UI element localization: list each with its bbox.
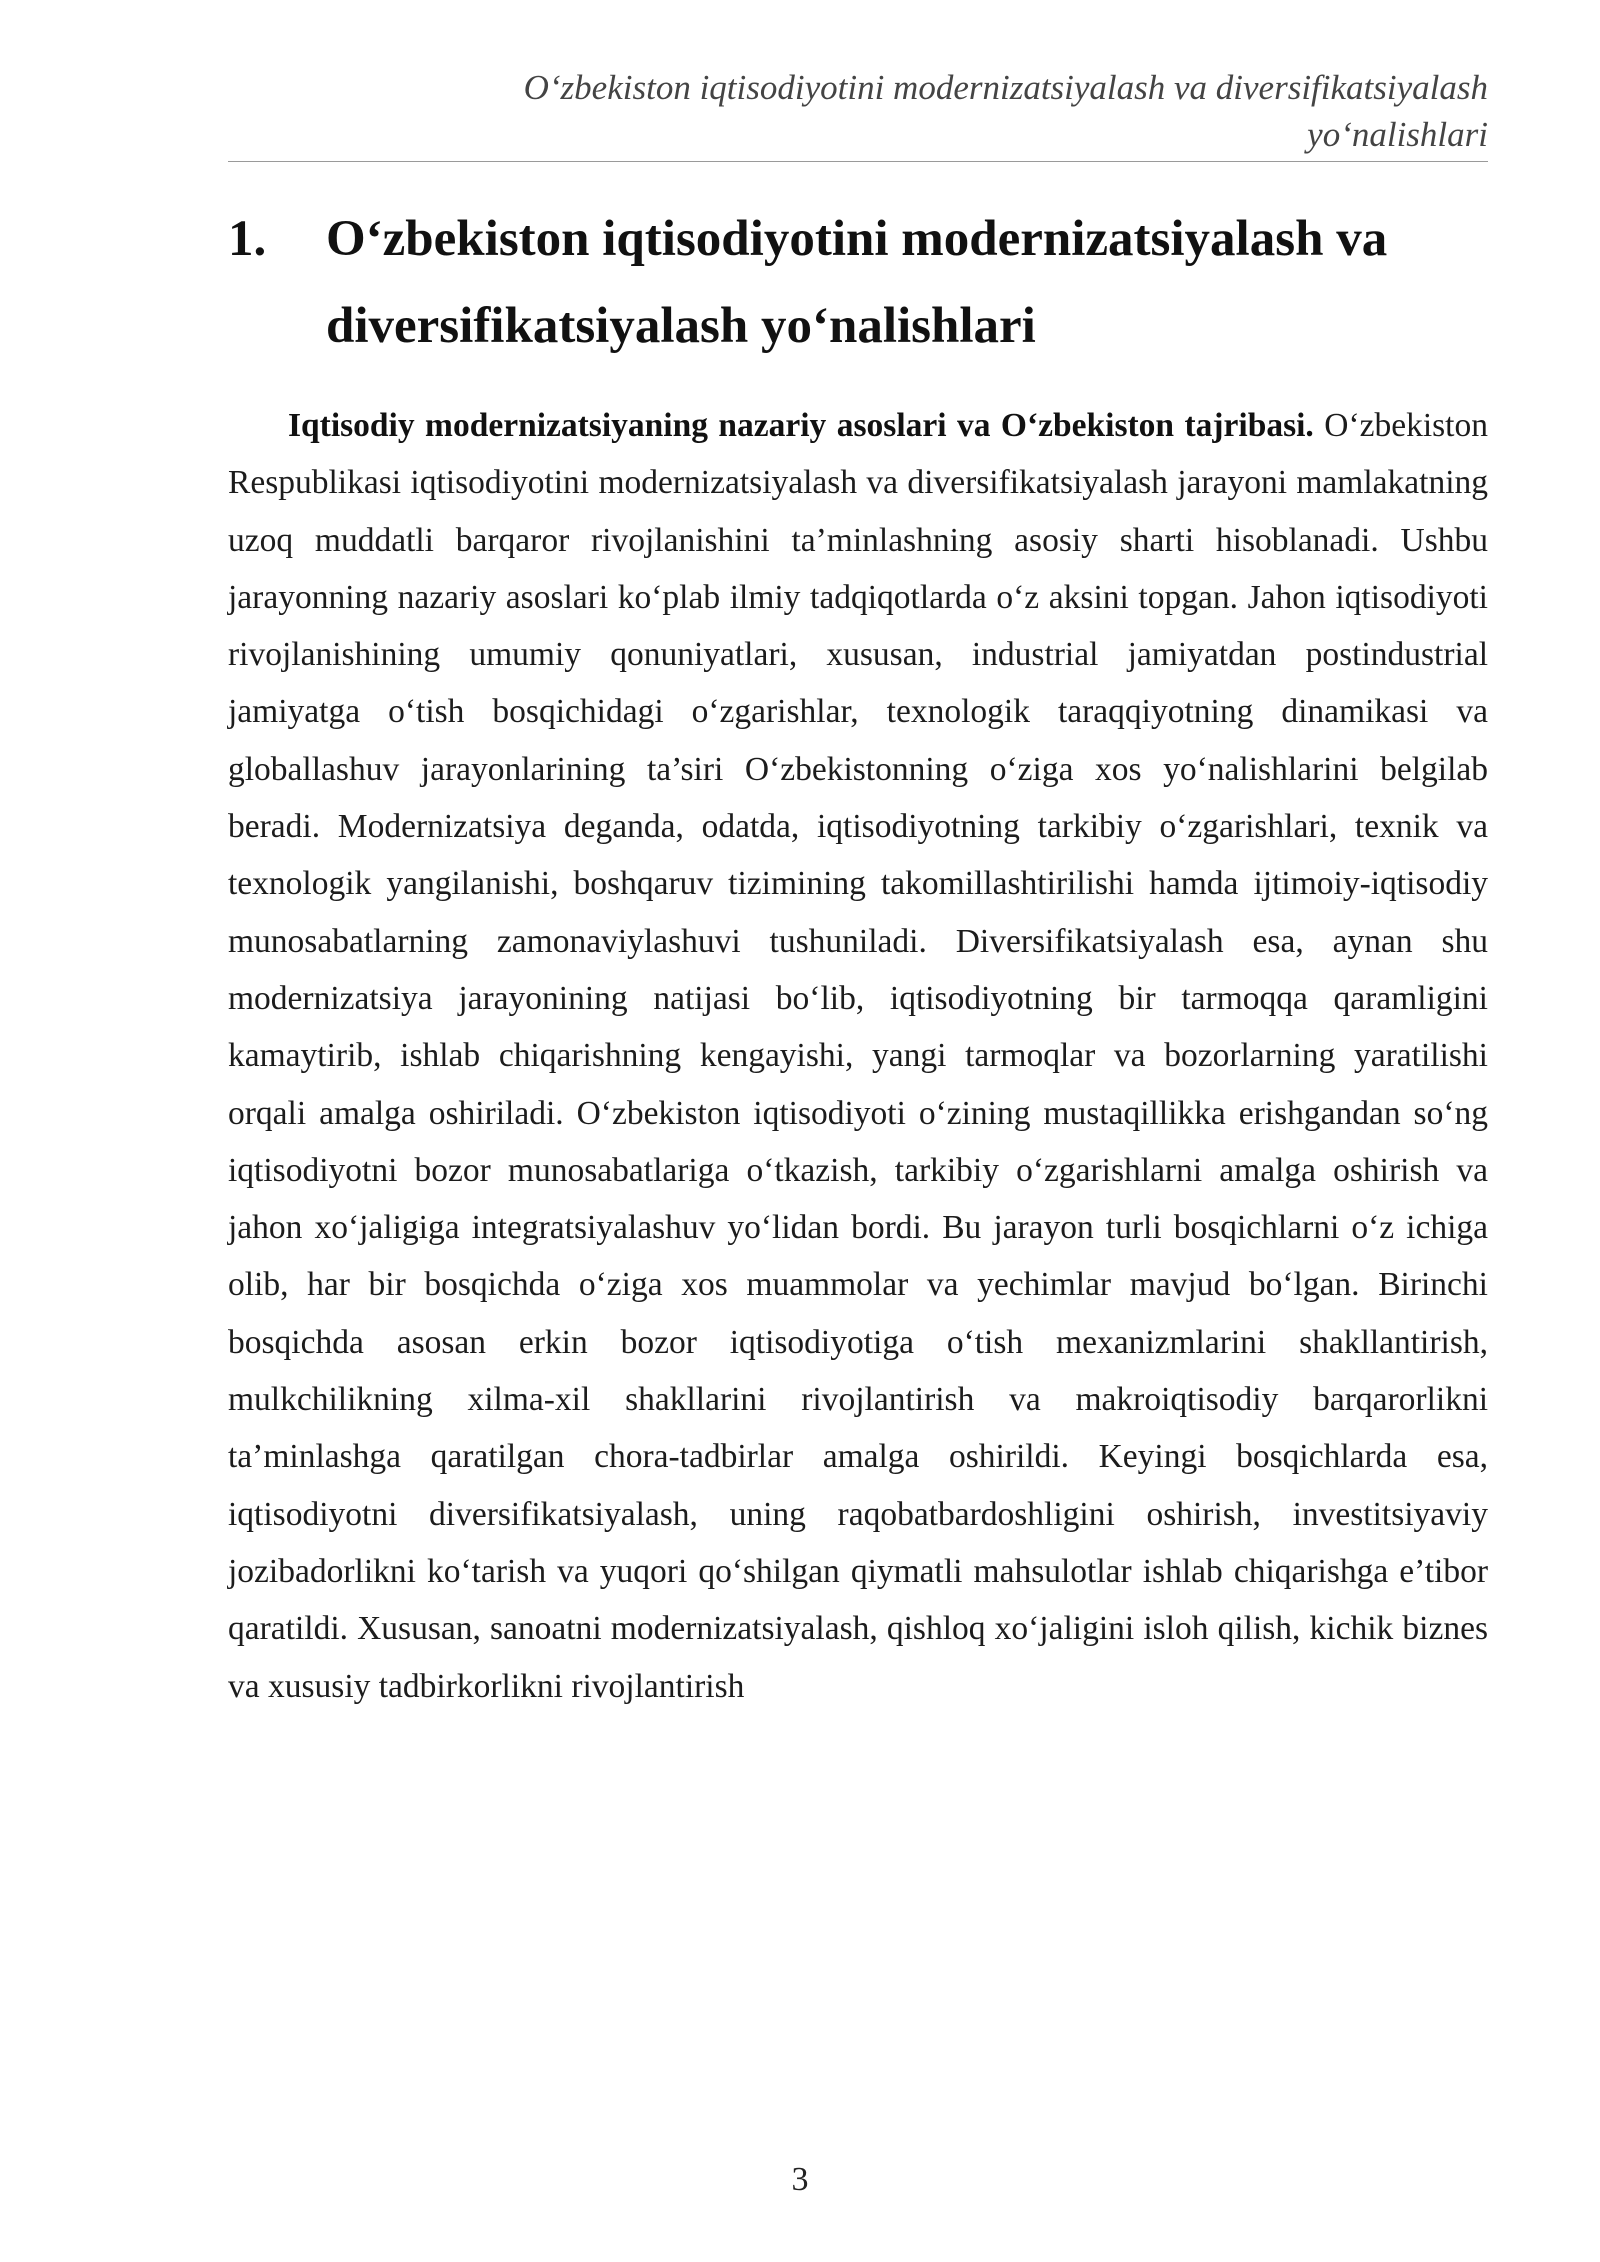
chapter-heading xyxy=(228,196,1488,370)
section-lead: Iqtisodiy modernizatsiyaning nazariy asoslari va O‘zbekiston tajribasi. xyxy=(288,407,1314,444)
paragraph-text: O‘zbekiston Respublikasi iqtisodiyotini modernizatsiyalash va diversifikatsiyalash jarayoni mamlakatning uzoq muddatli barqaror rivojlanishini ta’minlashning asosiy sharti hisoblanadi. Ushbu jarayonning nazariy asoslari ko‘plab ilmiy tadqiqotlarda o‘z aksini topgan. Jahon iqtisodiyoti rivojlanishining umumiy qonuniyatlari, xususan, industrial jamiyatdan postindustrial jamiyatga o‘tish bosqichidagi o‘zgarishlar, texnologik taraqqiyotning dinamikasi va globallashuv jarayonlarining ta’siri O‘zbekistonning o‘ziga xos yo‘nalishlarini belgilab beradi. Modernizatsiya deganda, odatda, iqtisodiyotning tarkibiy o‘zgarishlari, texnik va texnologik yangilanishi, boshqaruv tizimining takomillashtirilishi hamda ijtimoiy-iqtisodiy munosabatlarning zamonaviylashuvi tushuniladi. Diversifikatsiyalash esa, aynan shu modernizatsiya jarayonining natijasi bo‘lib, iqtisodiyotning bir tarmoqqa qaramligini kamaytirib, ishlab chiqarishning kengayishi, yangi tarmoqlar va bozorlarning yaratilishi orqali amalga oshiriladi. O‘zbekiston iqtisodiyoti o‘zining mustaqillikka erishgandan so‘ng iqtisodiyotni bozor munosabatlariga o‘tkazish, tarkibiy o‘zgarishlarni amalga oshirish va jahon xo‘jaligiga integratsiyalashuv yo‘lidan bordi. Bu jarayon turli bosqichlarni o‘z ichiga olib, har bir bosqichda o‘ziga xos muammolar va yechimlar mavjud bo‘lgan. Birinchi bosqichda asosan erkin bozor iqtisodiyotiga o‘tish mexanizmlarini shakllantirish, mulkchilikning xilma-xil shakllarini rivojlantirish va makroiqtisodiy barqarorlikni ta’minlashga qaratilgan chora-tadbirlar amalga oshirildi. Keyingi bosqichlarda esa, iqtisodiyotni diversifikatsiyalash, uning raqobatbardoshligini oshirish, investitsiyaviy jozibadorlikni ko‘tarish va yuqori qo‘shilgan qiymatli mahsulotlar ishlab chiqarishga e’tibor qaratildi. Xususan, sanoatni modernizatsiyalash, qishloq xo‘jaligini isloh qilish, kichik biznes va xususiy tadbirkorlikni rivojlantirish xyxy=(228,407,1488,1705)
chapter-title: O‘zbekiston iqtisodiyotini modernizatsiyalash va diversifikatsiyalash yo‘nalishlari xyxy=(326,211,1388,354)
body-text xyxy=(228,397,1488,1715)
page-number: 3 xyxy=(791,2161,809,2198)
running-header-line-2: yo‘nalishlari xyxy=(1307,115,1488,154)
header-divider xyxy=(228,161,1488,162)
chapter-number: 1. xyxy=(228,211,267,267)
running-header xyxy=(228,64,1488,158)
running-header-line-1: O‘zbekiston iqtisodiyotini modernizatsiyalash va diversifikatsiyalash xyxy=(523,68,1488,107)
paragraph xyxy=(228,397,1488,1715)
